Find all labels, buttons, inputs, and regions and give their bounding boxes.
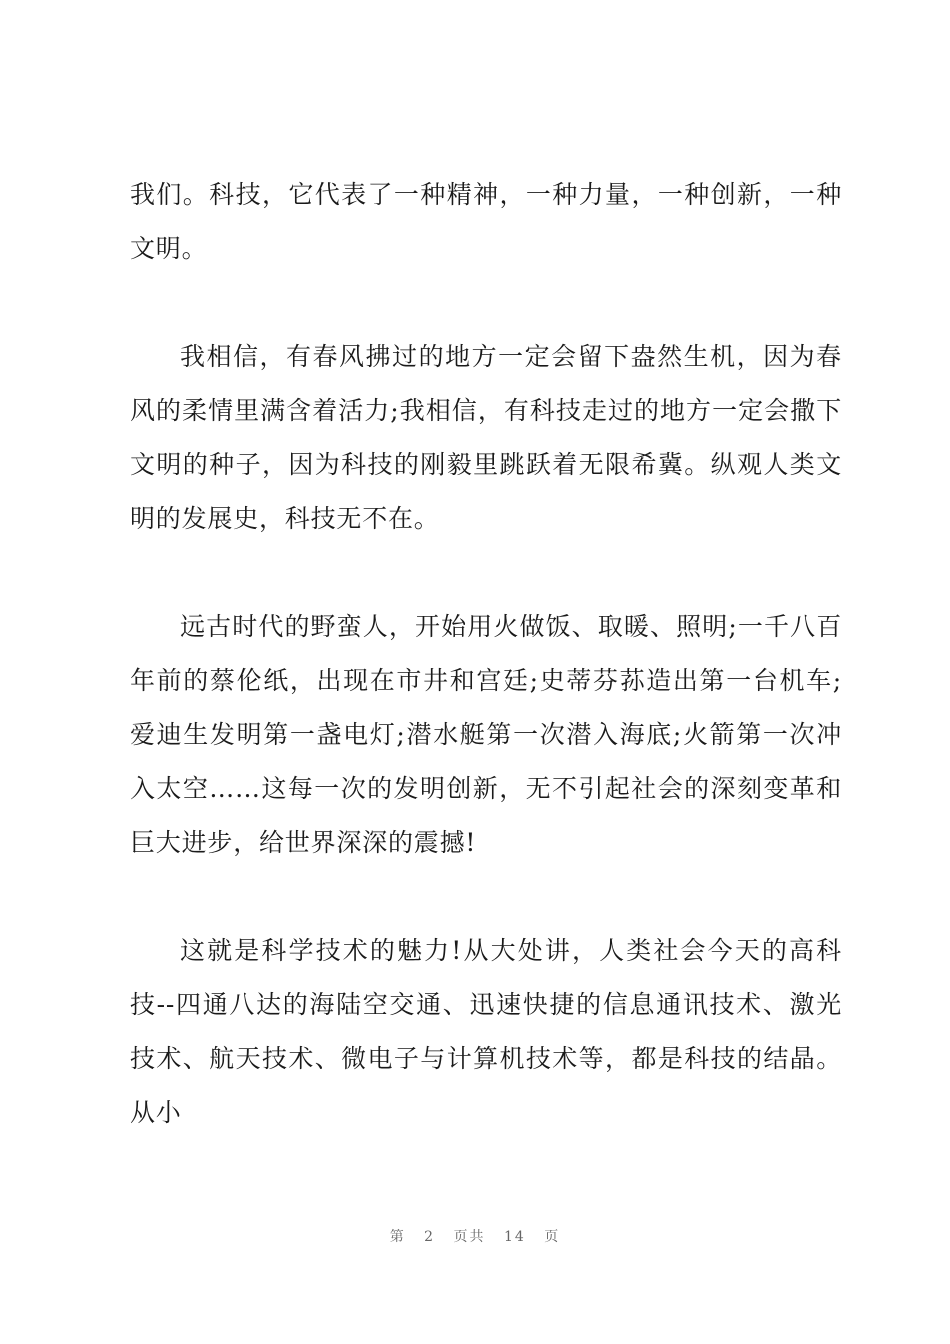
body-text xyxy=(130,168,842,1194)
paragraph-4: 这就是科学技术的魅力!从大处讲，人类社会今天的高科技--四通八达的海陆空交通、迅速快捷的信息通讯技术、激光技术、航天技术、微电子与计算机技术等，都是科技的结晶。从小 xyxy=(130,936,842,1127)
footer-prefix: 第 xyxy=(389,1229,406,1245)
page-footer xyxy=(0,1226,950,1246)
footer-suffix: 页 xyxy=(544,1229,561,1245)
footer-middle: 页共 xyxy=(453,1229,486,1245)
total-page-count: 14 xyxy=(504,1229,526,1245)
paragraph-1: 我们。科技，它代表了一种精神，一种力量，一种创新，一种文明。 xyxy=(130,180,842,263)
paragraph-2: 我相信，有春风拂过的地方一定会留下盎然生机，因为春风的柔情里满含着活力;我相信，有科技走过的地方一定会撒下文明的种子，因为科技的刚毅里跳跃着无限希冀。纵观人类文明的发展史，科技无不在。 xyxy=(130,342,842,533)
paragraph-3: 远古时代的野蛮人，开始用火做饭、取暖、照明;一千八百年前的蔡伦纸，出现在市井和宫廷;史蒂芬荪造出第一台机车;爱迪生发明第一盏电灯;潜水艇第一次潜入海底;火箭第一次冲入太空……这每一次的发明创新，无不引起社会的深刻变革和巨大进步，给世界深深的震撼! xyxy=(130,612,842,857)
current-page-number: 2 xyxy=(424,1229,436,1245)
